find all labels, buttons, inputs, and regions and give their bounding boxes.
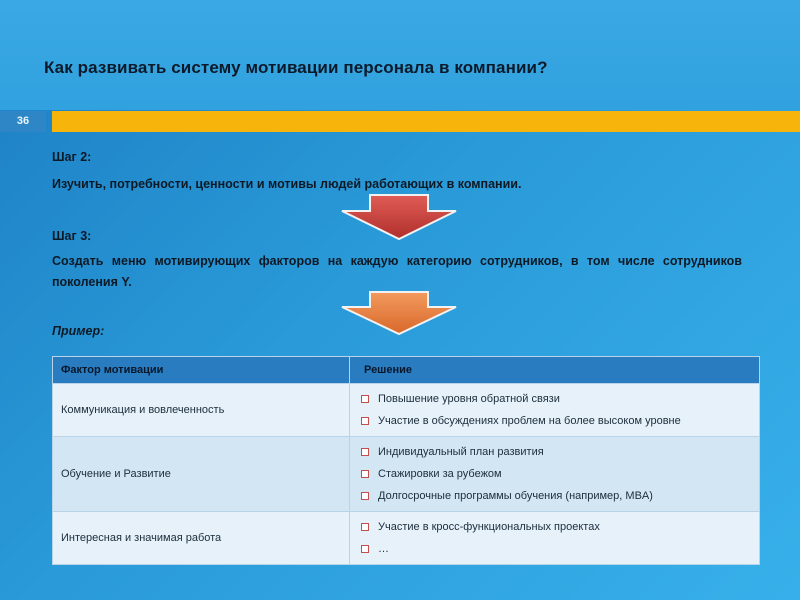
table-row <box>53 512 760 565</box>
factor-cell: Коммуникация и вовлеченность <box>53 384 350 437</box>
slide-number: 36 <box>0 111 46 132</box>
step2-label: Шаг 2: <box>52 150 92 164</box>
header-solution: Решение <box>350 357 760 384</box>
step2-text: Изучить, потребности, ценности и мотивы людей работающих в компании. <box>52 177 522 191</box>
header-band <box>0 0 800 110</box>
arrow-down-icon <box>338 290 460 336</box>
solution-list <box>358 384 751 436</box>
list-item: Долгосрочные программы обучения (например, MBA) <box>358 485 751 507</box>
table-row <box>53 437 760 512</box>
list-item: Участие в кросс-функциональных проектах <box>358 516 751 538</box>
step3-label: Шаг 3: <box>52 229 92 243</box>
solution-list <box>358 512 751 564</box>
slide-title: Как развивать систему мотивации персонала в компании? <box>44 58 548 77</box>
solution-cell <box>350 437 760 512</box>
factor-cell: Обучение и Развитие <box>53 437 350 512</box>
step3-text: Создать меню мотивирующих факторов на каждую категорию сотрудников, в том числе сотрудников поколения Y. <box>52 254 742 289</box>
solution-cell <box>350 512 760 565</box>
example-label: Пример: <box>52 324 105 338</box>
table-header-row <box>53 357 760 384</box>
solution-cell <box>350 384 760 437</box>
arrow-down-icon <box>338 193 460 241</box>
motivation-table <box>52 356 760 565</box>
header-factor: Фактор мотивации <box>53 357 350 384</box>
table-row <box>53 384 760 437</box>
accent-bar <box>52 111 800 132</box>
factor-cell: Интересная и значимая работа <box>53 512 350 565</box>
list-item: Стажировки за рубежом <box>358 463 751 485</box>
list-item: Участие в обсуждениях проблем на более высоком уровне <box>358 410 751 432</box>
solution-list <box>358 437 751 511</box>
list-item: … <box>358 538 751 560</box>
list-item: Повышение уровня обратной связи <box>358 388 751 410</box>
list-item: Индивидуальный план развития <box>358 441 751 463</box>
